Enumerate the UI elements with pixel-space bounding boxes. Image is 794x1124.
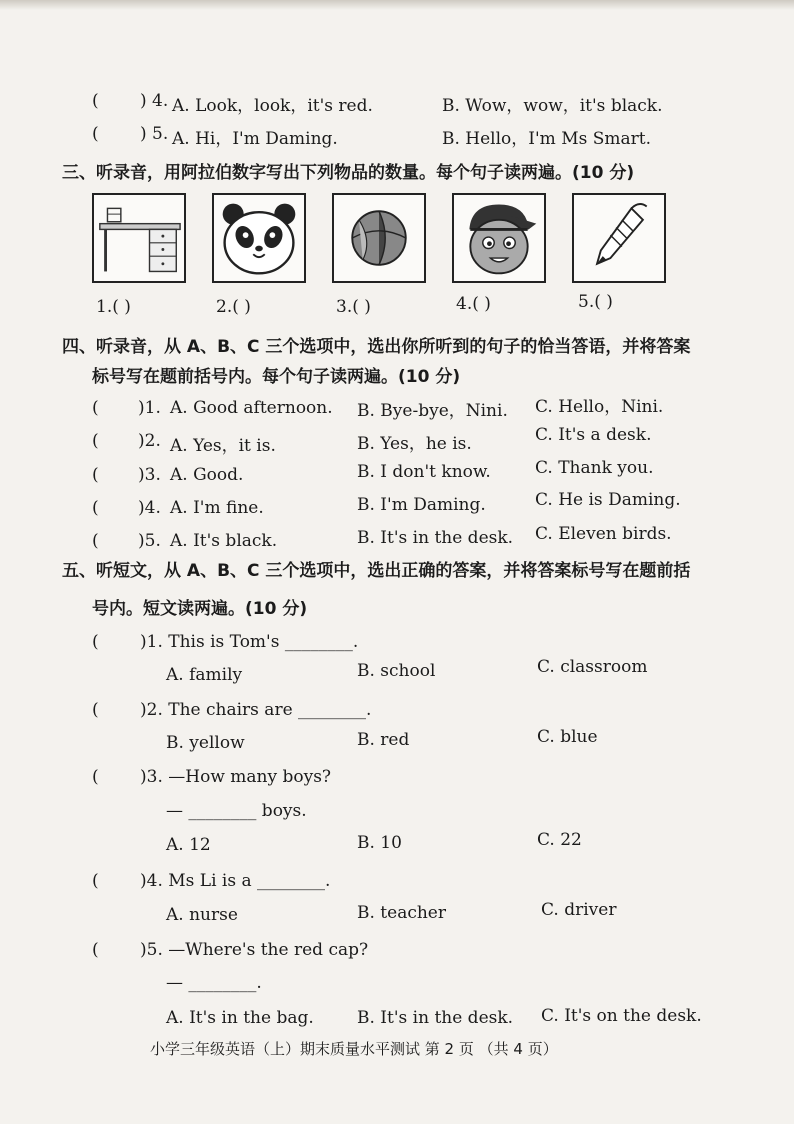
option-c: C. Thank you. [535, 458, 654, 478]
answer-paren-close: ) [140, 91, 147, 111]
option-c: C. 22 [537, 830, 582, 850]
answer-paren-open: ( [92, 431, 99, 451]
option-a: A. Look，look，it's red. [172, 96, 373, 116]
option-b: B. I don't know. [357, 462, 491, 482]
option-a: A. nurse [166, 905, 238, 925]
page-top-edge [0, 0, 794, 10]
picture-label: 4.( ) [456, 294, 491, 314]
section-4-title-line-2: 标号写在题前括号内。每个句子读两遍。(10 分) [92, 367, 461, 387]
answer-paren-open: ( [92, 124, 99, 144]
option-a: A. Good afternoon. [170, 398, 333, 418]
section-5-title-line-2: 号内。短文读两遍。(10 分) [92, 599, 308, 619]
pen-icon [572, 193, 666, 283]
question-stem-answer-line: — ________ boys. [166, 801, 307, 821]
panda-icon [212, 193, 306, 283]
option-a: A. I'm fine. [170, 498, 264, 518]
question-number: )1. [138, 398, 161, 418]
answer-paren-open: ( [92, 398, 99, 418]
question-number: )5. [138, 531, 161, 551]
desk-icon [92, 193, 186, 283]
answer-paren-close: ) [140, 124, 147, 144]
option-a: A. 12 [166, 835, 211, 855]
option-c: C. Eleven birds. [535, 524, 672, 544]
answer-paren-open: ( [92, 940, 99, 960]
answer-paren-open: ( [92, 498, 99, 518]
section-5-title-line-1: 五、听短文，从 A、B、C 三个选项中，选出正确的答案，并将答案标号写在题前括 [62, 561, 691, 581]
question-stem: )5. —Where's the red cap? [140, 940, 369, 960]
question-number: 5. [152, 124, 169, 144]
option-c: C. He is Daming. [535, 490, 681, 510]
answer-paren-open: ( [92, 531, 99, 551]
option-b: B. Yes，he is. [357, 434, 472, 454]
answer-paren-open: ( [92, 700, 99, 720]
question-number: )4. [138, 498, 161, 518]
section-4-title-line-1: 四、听录音，从 A、B、C 三个选项中，选出你所听到的句子的恰当答语，并将答案 [62, 337, 691, 357]
option-c: C. classroom [537, 657, 648, 677]
boy-face-icon [452, 193, 546, 283]
option-a: A. Hi，I'm Daming. [172, 129, 338, 149]
picture-label: 5.( ) [578, 292, 613, 312]
answer-paren-open: ( [92, 91, 99, 111]
question-stem: )1. This is Tom's ________. [140, 632, 359, 652]
option-b: B. It's in the desk. [357, 1008, 514, 1028]
option-b: B. 10 [357, 833, 402, 853]
ball-icon [332, 193, 426, 283]
option-c: C. driver [541, 900, 617, 920]
answer-paren-open: ( [92, 632, 99, 652]
picture-label: 2.( ) [216, 297, 251, 317]
picture-label: 3.( ) [336, 297, 371, 317]
question-stem: )3. —How many boys? [140, 767, 332, 787]
page-footer: 小学三年级英语（上）期末质量水平测试 第 2 页 （共 4 页） [150, 1040, 558, 1058]
option-c: C. It's a desk. [535, 425, 652, 445]
option-a: A. It's black. [170, 531, 278, 551]
option-b: B. teacher [357, 903, 446, 923]
question-stem: )2. The chairs are ________. [140, 700, 372, 720]
question-stem: )4. Ms Li is a ________. [140, 871, 331, 891]
picture-label: 1.( ) [96, 297, 131, 317]
question-stem-answer-line: — ________. [166, 973, 262, 993]
option-a: A. It's in the bag. [166, 1008, 314, 1028]
option-a: B. yellow [166, 733, 245, 753]
option-c: C. Hello，Nini. [535, 397, 664, 417]
question-number: )2. [138, 431, 161, 451]
option-a: A. Good. [170, 465, 244, 485]
option-b: B. Hello，I'm Ms Smart. [442, 129, 652, 149]
question-number: )3. [138, 465, 161, 485]
question-number: 4. [152, 91, 169, 111]
answer-paren-open: ( [92, 465, 99, 485]
option-a: A. Yes，it is. [170, 436, 276, 456]
section-3-title: 三、听录音，用阿拉伯数字写出下列物品的数量。每个句子读两遍。(10 分) [62, 163, 635, 183]
option-c: C. blue [537, 727, 598, 747]
option-b: B. I'm Daming. [357, 495, 486, 515]
option-a: A. family [166, 665, 243, 685]
answer-paren-open: ( [92, 871, 99, 891]
option-b: B. Wow，wow，it's black. [442, 96, 663, 116]
answer-paren-open: ( [92, 767, 99, 787]
option-c: C. It's on the desk. [541, 1006, 702, 1026]
option-b: B. Bye-bye，Nini. [357, 401, 508, 421]
option-b: B. It's in the desk. [357, 528, 514, 548]
option-b: B. red [357, 730, 410, 750]
option-b: B. school [357, 661, 436, 681]
